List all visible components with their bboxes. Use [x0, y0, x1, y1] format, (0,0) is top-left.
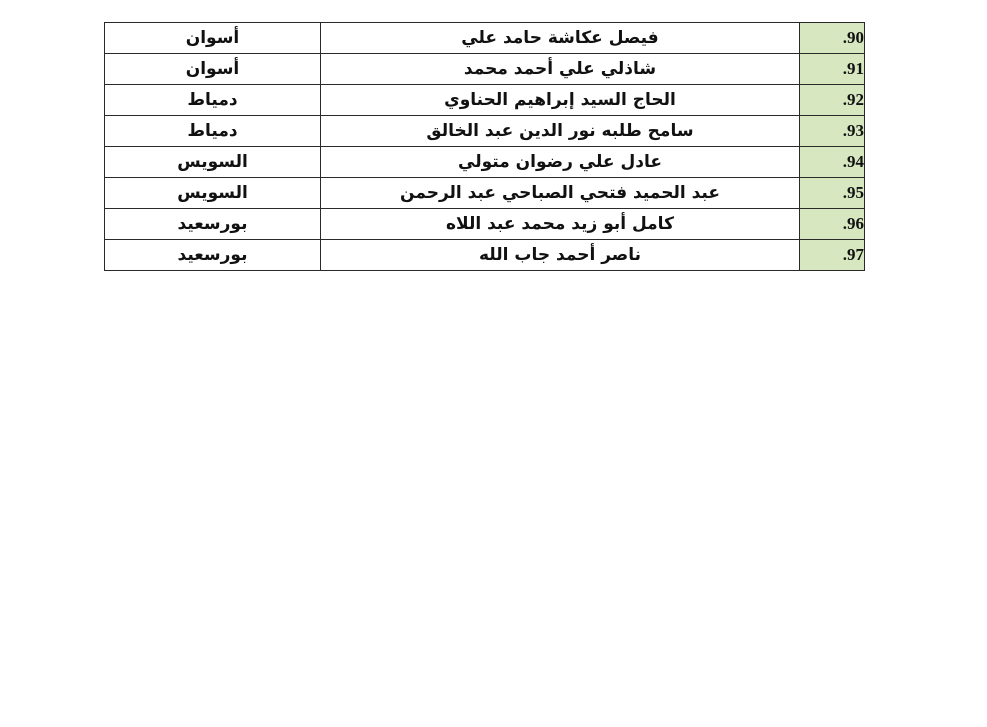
number-cell — [800, 23, 865, 54]
governorate-cell: بورسعيد — [105, 240, 321, 271]
governorate-cell: دمياط — [105, 85, 321, 116]
number-cell — [800, 147, 865, 178]
name-cell: فيصل عكاشة حامد علي — [321, 23, 800, 54]
table-row — [105, 178, 865, 209]
table-row — [105, 54, 865, 85]
table-row — [105, 240, 865, 271]
name-cell: شاذلي علي أحمد محمد — [321, 54, 800, 85]
row-number: .96 — [842, 214, 864, 233]
names-table — [104, 22, 865, 271]
name-cell: عادل علي رضوان متولي — [321, 147, 800, 178]
governorate-cell: السويس — [105, 178, 321, 209]
table-row — [105, 209, 865, 240]
row-number: .94 — [842, 152, 864, 171]
row-number: .92 — [842, 90, 864, 109]
number-cell — [800, 209, 865, 240]
table-row — [105, 23, 865, 54]
table-row — [105, 147, 865, 178]
row-number: .90 — [842, 28, 864, 47]
table-row — [105, 116, 865, 147]
governorate-cell: دمياط — [105, 116, 321, 147]
number-cell — [800, 54, 865, 85]
name-cell: عبد الحميد فتحي الصباحي عبد الرحمن — [321, 178, 800, 209]
number-cell — [800, 85, 865, 116]
table-row — [105, 85, 865, 116]
name-cell: كامل أبو زيد محمد عبد اللاه — [321, 209, 800, 240]
row-number: .95 — [842, 183, 864, 202]
name-cell: ناصر أحمد جاب الله — [321, 240, 800, 271]
row-number: .91 — [842, 59, 864, 78]
governorate-cell: بورسعيد — [105, 209, 321, 240]
number-cell — [800, 116, 865, 147]
row-number: .97 — [842, 245, 864, 264]
name-cell: الحاج السيد إبراهيم الحناوي — [321, 85, 800, 116]
row-number: .93 — [842, 121, 864, 140]
number-cell — [800, 178, 865, 209]
governorate-cell: أسوان — [105, 23, 321, 54]
number-cell — [800, 240, 865, 271]
governorate-cell: أسوان — [105, 54, 321, 85]
governorate-cell: السويس — [105, 147, 321, 178]
name-cell: سامح طلبه نور الدين عبد الخالق — [321, 116, 800, 147]
